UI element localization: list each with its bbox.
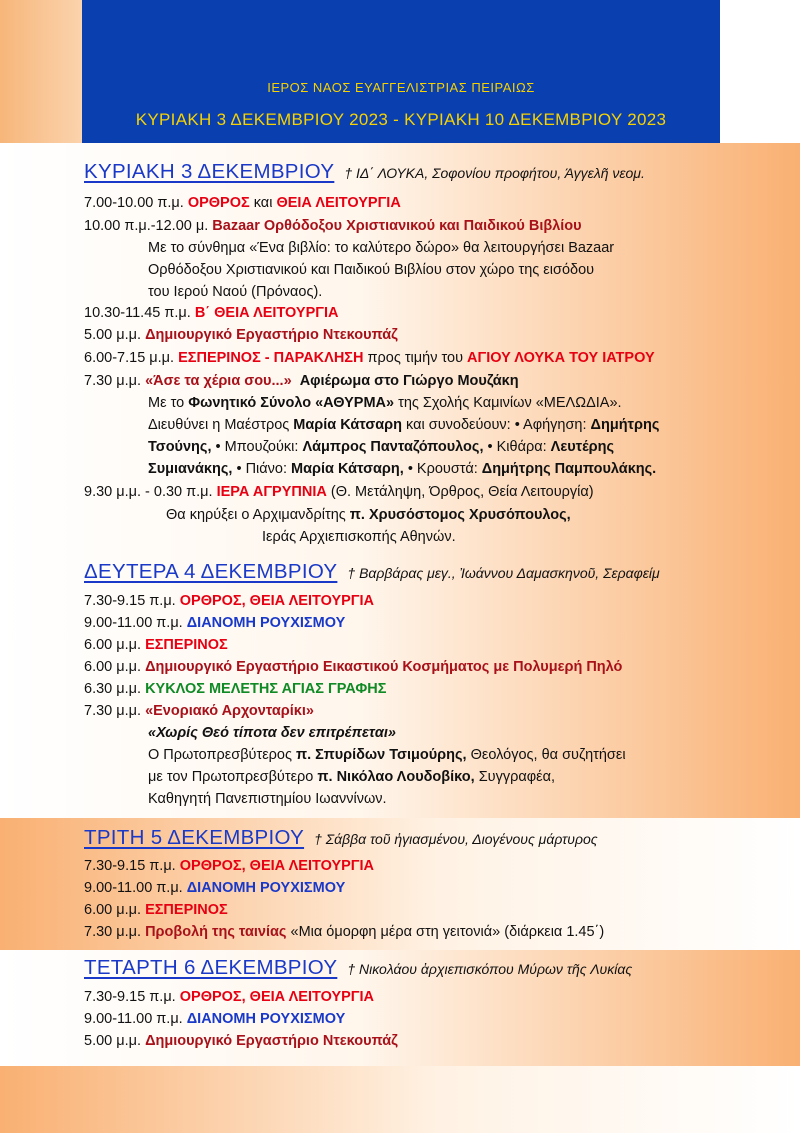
event-row: 7.30 μ.μ. Προβολή της ταινίας «Μια όμορφη μέρα στη γειτονιά» (διάρκεια 1.45΄) [84,924,605,940]
event-row: 7.30 μ.μ. «Άσε τα χέρια σου...» Αφιέρωμα στο Γιώργο Μουζάκη [84,373,519,389]
church-name: ΙΕΡΟΣ ΝΑΟΣ ΕΥΑΓΓΕΛΙΣΤΡΙΑΣ ΠΕΙΡΑΙΩΣ [267,80,535,95]
feast-text: † Σάββα τοῦ ἡγιασμένου, Διογένους μάρτυρος [314,831,598,847]
event-desc: Ιεράς Αρχιεπισκοπής Αθηνών. [262,529,456,545]
event-desc: Με το Φωνητικό Σύνολο «ΑΘΥΡΜΑ» της Σχολής Καμινίων «ΜΕΛΩΔΙΑ». [148,395,622,411]
day-heading [84,560,660,584]
event-row: 5.00 μ.μ. Δημιουργικό Εργαστήριο Ντεκουπάζ [84,327,398,343]
event-row: 7.00-10.00 π.μ. ΟΡΘΡΟΣ και ΘΕΙΑ ΛΕΙΤΟΥΡΓΙΑ [84,195,401,211]
event-topic: «Χωρίς Θεό τίποτα δεν επιτρέπεται» [148,725,396,741]
event-row: 6.30 μ.μ. ΚΥΚΛΟΣ ΜΕΛΕΤΗΣ ΑΓΙΑΣ ΓΡΑΦΗΣ [84,681,387,697]
section-tuesday [0,818,800,950]
event-desc: Με το σύνθημα «Ένα βιβλίο: το καλύτερο δώρο» θα λειτουργήσει Bazaar [148,240,615,256]
event-row: 5.00 μ.μ. Δημιουργικό Εργαστήριο Ντεκουπάζ [84,1033,398,1049]
section-sunday [0,143,800,548]
day-heading [84,956,632,980]
event-desc: Ορθόδοξου Χριστιανικού και Παιδικού Βιβλίου στον χώρο της εισόδου [148,262,595,278]
event-row: 6.00 μ.μ. Δημιουργικό Εργαστήριο Εικαστικού Κοσμήματος με Πολυμερή Πηλό [84,659,623,675]
event-row: 9.30 μ.μ. - 0.30 π.μ. ΙΕΡΑ ΑΓΡΥΠΝΙΑ (Θ. Μετάληψη, Όρθρος, Θεία Λειτουργία) [84,484,594,500]
header-banner [82,0,720,143]
event-row: 9.00-11.00 π.μ. ΔΙΑΝΟΜΗ ΡΟΥΧΙΣΜΟΥ [84,1011,346,1027]
footer-band [0,1066,800,1133]
event-desc: Ο Πρωτοπρεσβύτερος π. Σπυρίδων Τσιμούρης, Θεολόγος, θα συζητήσει [148,747,626,763]
event-desc: Καθηγητή Πανεπιστημίου Ιωαννίνων. [148,791,387,807]
date-range: ΚΥΡΙΑΚΗ 3 ΔΕΚΕΜΒΡΙΟΥ 2023 - ΚΥΡΙΑΚΗ 10 ΔΕΚΕΜΒΡΙΟΥ 2023 [135,110,667,129]
event-row: 6.00 μ.μ. ΕΣΠΕΡΙΝΟΣ [84,637,228,653]
day-name: ΔΕΥΤΕΡΑ 4 ΔΕΚΕΜΒΡΙΟΥ [84,560,338,583]
day-name: ΚΥΡΙΑΚΗ 3 ΔΕΚΕΜΒΡΙΟΥ [84,160,335,183]
event-desc: Θα κηρύξει ο Αρχιμανδρίτης π. Χρυσόστομος Χρυσόπουλος, [166,507,571,523]
event-row: 7.30-9.15 π.μ. ΟΡΘΡΟΣ, ΘΕΙΑ ΛΕΙΤΟΥΡΓΙΑ [84,989,375,1005]
event-desc: Τσούνης, • Μπουζούκι: Λάμπρος Πανταζόπουλος, • Κιθάρα: Λευτέρης [148,439,615,455]
event-row: 10.30-11.45 π.μ. Β΄ ΘΕΙΑ ΛΕΙΤΟΥΡΓΙΑ [84,305,339,321]
day-heading [84,160,645,184]
feast-text: † Βαρβάρας μεγ., Ἰωάννου Δαμασκηνοῦ, Σεραφείμ [347,565,660,581]
event-row: 9.00-11.00 π.μ. ΔΙΑΝΟΜΗ ΡΟΥΧΙΣΜΟΥ [84,615,346,631]
event-desc: με τον Πρωτοπρεσβύτερο π. Νικόλαο Λουδοβίκο, Συγγραφέα, [148,769,556,785]
event-row: 6.00 μ.μ. ΕΣΠΕΡΙΝΟΣ [84,902,228,918]
day-name: ΤΕΤΑΡΤΗ 6 ΔΕΚΕΜΒΡΙΟΥ [84,956,338,979]
event-row: 10.00 π.μ.-12.00 μ. Bazaar Ορθόδοξου Χριστιανικού και Παιδικού Βιβλίου [84,218,582,234]
event-row: 6.00-7.15 μ.μ. ΕΣΠΕΡΙΝΟΣ - ΠΑΡΑΚΛΗΣΗ προς τιμήν του ΑΓΙΟΥ ΛΟΥΚΑ ΤΟΥ ΙΑΤΡΟΥ [84,350,655,366]
section-monday [0,548,800,818]
feast-text: † ΙΔ΄ ΛΟΥΚΑ, Σοφονίου προφήτου, Άγγελῆ νεομ. [344,165,645,181]
feast-text: † Νικολάου ἀρχιεπισκόπου Μύρων τῆς Λυκίας [347,961,633,977]
day-heading [84,826,598,850]
event-row: 7.30 μ.μ. «Ενοριακό Αρχονταρίκι» [84,703,314,719]
event-row: 9.00-11.00 π.μ. ΔΙΑΝΟΜΗ ΡΟΥΧΙΣΜΟΥ [84,880,346,896]
event-desc: Συμιανάκης, • Πιάνο: Μαρία Κάτσαρη, • Κρουστά: Δημήτρης Παμπουλάκης. [148,461,657,477]
event-row: 7.30-9.15 π.μ. ΟΡΘΡΟΣ, ΘΕΙΑ ΛΕΙΤΟΥΡΓΙΑ [84,858,375,874]
day-name: ΤΡΙΤΗ 5 ΔΕΚΕΜΒΡΙΟΥ [84,826,305,849]
section-wednesday [0,950,800,1066]
event-desc: του Ιερού Ναού (Πρόναος). [148,284,323,300]
event-desc: Διευθύνει η Μαέστρος Μαρία Κάτσαρη και συνοδεύουν: • Αφήγηση: Δημήτρης [148,417,660,433]
event-row: 7.30-9.15 π.μ. ΟΡΘΡΟΣ, ΘΕΙΑ ΛΕΙΤΟΥΡΓΙΑ [84,593,375,609]
